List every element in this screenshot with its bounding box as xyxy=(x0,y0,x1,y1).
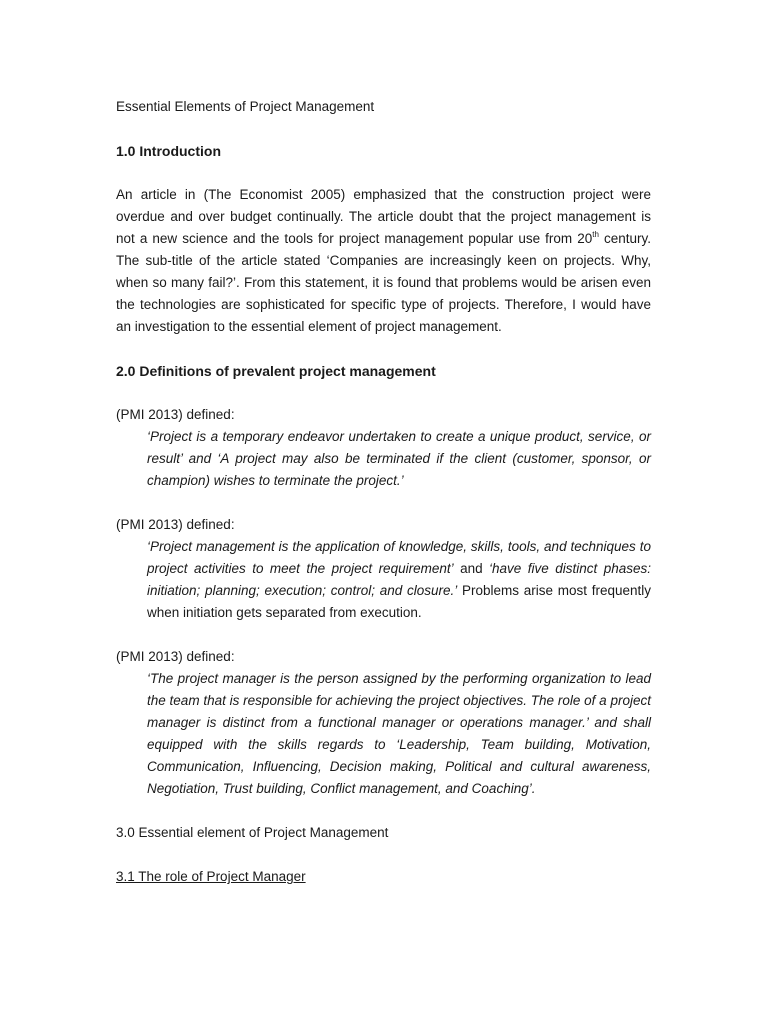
section-heading-introduction: 1.0 Introduction xyxy=(116,143,221,159)
section-heading-definitions: 2.0 Definitions of prevalent project management xyxy=(116,363,436,379)
document-page xyxy=(116,96,651,888)
definition-quote-text-a: ‘Project management is the application of knowledge, skills, tools, and techniques to project activities to meet the project requirement’ xyxy=(147,539,651,576)
ordinal-superscript: th xyxy=(592,230,599,239)
definition-quote-project-management xyxy=(147,536,651,624)
document-title: Essential Elements of Project Management xyxy=(116,99,375,114)
definition-source-label: (PMI 2013) defined: xyxy=(116,407,235,422)
definition-joiner: and xyxy=(453,561,490,576)
definition-source-label: (PMI 2013) defined: xyxy=(116,517,235,532)
introduction-text-continued: century. The sub-title of the article stated ‘Companies are increasingly keen on projects. Why, when so many fail?’. From this statement, it is found that problems would be arisen even the technologies are sophisticated for specific type of projects. Therefore, I would have an investigation to the essential element of project management. xyxy=(116,231,651,334)
definition-quote-text-b: ‘have five distinct phases: initiation; planning; execution; control; and closure.’ xyxy=(147,561,651,598)
definition-block-project xyxy=(116,404,651,492)
definition-quote-project xyxy=(147,426,651,492)
definition-quote-text: ‘The project manager is the person assigned by the performing organization to lead the team that is responsible for achieving the project objectives. The role of a project manager is distinct from a functional manager or operations manager.’ and shall equipped with the skills regards to ‘Leadership, Team building, Motivation, Communication, Influencing, Decision making, Political and cultural awareness, Negotiation, Trust building, Conflict management, and Coaching’. xyxy=(147,671,651,796)
definition-block-project-management xyxy=(116,514,651,624)
definition-quote-project-manager xyxy=(147,668,651,800)
section-heading-essential-element: 3.0 Essential element of Project Management xyxy=(116,825,389,840)
definition-source-label: (PMI 2013) defined: xyxy=(116,649,235,664)
definition-tail-text: Problems arise most frequently when initiation gets separated from execution. xyxy=(147,583,652,620)
introduction-paragraph xyxy=(116,184,651,338)
definition-quote-text: ‘Project is a temporary endeavor undertaken to create a unique product, service, or result’ and ‘A project may also be terminated if the client (customer, sponsor, or champion) wishes to terminate the project.’ xyxy=(147,429,651,488)
definition-block-project-manager xyxy=(116,646,651,800)
introduction-text: An article in (The Economist 2005) emphasized that the construction project were overdue and over budget continually. The article doubt that the project management is not a new science and the tools for project management popular use from 20 xyxy=(116,187,651,246)
subsection-heading-role-of-project-manager: 3.1 The role of Project Manager xyxy=(116,869,306,884)
